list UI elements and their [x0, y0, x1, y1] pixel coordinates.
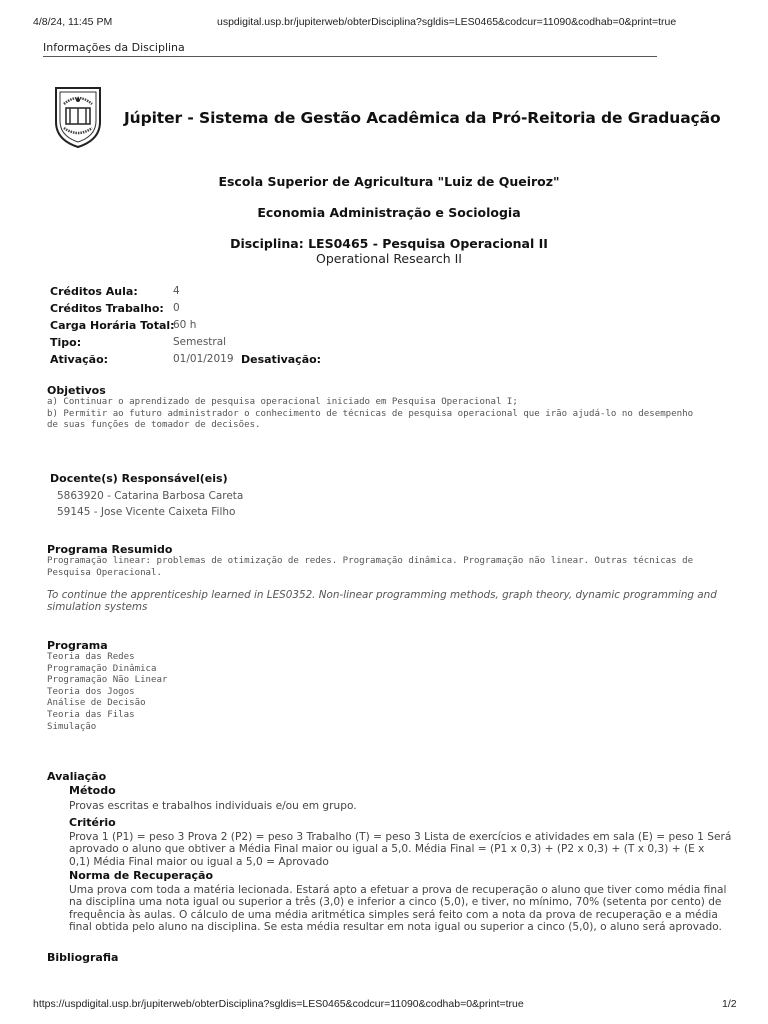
carga-horaria-label: Carga Horária Total: — [50, 319, 175, 332]
programa-list — [47, 652, 167, 733]
programa-resumido-heading: Programa Resumido — [47, 543, 173, 556]
ativacao-label: Ativação: — [50, 353, 109, 366]
desativacao-label: Desativação: — [241, 353, 322, 366]
text-line: na disciplina uma nota igual ou superior a três (3,0) e inferior a cinco (5,0), e tiver, no mínimo, 70% (setenta por cento) de — [69, 896, 722, 909]
docente-item: 59145 - Jose Vicente Caixeta Filho — [57, 506, 236, 518]
ativacao-value: 01/01/2019 — [173, 353, 234, 365]
creditos-aula-label: Créditos Aula: — [50, 285, 138, 298]
text-line: aprovado o aluno que obtiver a Média Final maior ou igual a 5,0. Média Final = (P1 x 0,3) + (P2 x 0,3) + (T x 0,3) + (E x — [69, 843, 705, 856]
text-line: Uma prova com toda a matéria lecionada. Estará apto a efetuar a prova de recuperação o aluno que tiver como média final — [69, 884, 727, 896]
text-line: final obtida pelo aluno na disciplina. Se esta média resultar em nota igual ou superior a cinco (5,0), o aluno será aprovado. — [69, 921, 722, 934]
docentes-heading: Docente(s) Responsável(eis) — [50, 472, 228, 485]
list-item: Programação Dinâmica — [47, 663, 157, 674]
list-item: Simulação — [47, 721, 97, 732]
header-divider — [43, 56, 657, 57]
creditos-trabalho-value: 0 — [173, 302, 180, 314]
list-item: Teoria das Filas — [47, 709, 135, 720]
print-page-number: 1/2 — [722, 998, 737, 1010]
list-item: Teoria dos Jogos — [47, 686, 135, 697]
print-url: uspdigital.usp.br/jupiterweb/obterDisciplina?sgldis=LES0465&codcur=11090&codhab=0&print=true — [217, 16, 677, 28]
programa-resumido-english — [47, 589, 717, 614]
carga-horaria-value: 60 h — [173, 319, 197, 331]
discipline-english-title: Operational Research II — [316, 251, 462, 266]
discipline-title: Disciplina: LES0465 - Pesquisa Operacional II — [230, 236, 548, 251]
objetivos-text — [47, 397, 693, 432]
creditos-trabalho-label: Créditos Trabalho: — [50, 302, 164, 315]
metodo-text — [69, 800, 357, 812]
text-line: b) Permitir ao futuro administrador o conhecimento de técnicas de pesquisa operacional que irão ajudá-lo no desempenho — [47, 408, 694, 419]
docente-item: 5863920 - Catarina Barbosa Careta — [57, 490, 244, 502]
text-line: Programação linear: problemas de otimização de redes. Programação dinâmica. Programação não linear. Outras técnicas de — [47, 556, 694, 566]
recuperacao-heading: Norma de Recuperação — [69, 869, 214, 882]
text-line: 0,1) Média Final maior ou igual a 5,0 = Aprovado — [69, 855, 329, 868]
print-footer-url: https://uspdigital.usp.br/jupiterweb/obterDisciplina?sgldis=LES0465&codcur=11090&codhab=0&print=true — [33, 998, 524, 1010]
programa-heading: Programa — [47, 639, 108, 652]
text-line: frequência às aulas. O cálculo de uma média aritmética simples será feito com a nota da prova de recuperação e a média — [69, 908, 718, 921]
text-line: simulation systems — [47, 601, 148, 614]
list-item: Programação Não Linear — [47, 675, 168, 686]
text-line: Prova 1 (P1) = peso 3 Prova 2 (P2) = peso 3 Trabalho (T) = peso 3 Lista de exercícios e atividades em sala (E) = peso 1 Será — [69, 831, 732, 843]
tipo-value: Semestral — [173, 336, 227, 348]
school-name: Escola Superior de Agricultura "Luiz de Queiroz" — [218, 174, 560, 189]
metodo-heading: Método — [69, 784, 116, 797]
programa-resumido-text — [47, 556, 693, 579]
text-line: de suas funções de tomador de decisões. — [47, 420, 261, 431]
text-line: Pesquisa Operacional. — [47, 567, 162, 578]
avaliacao-heading: Avaliação — [47, 770, 107, 783]
print-datetime: 4/8/24, 11:45 PM — [33, 16, 113, 28]
usp-seal-logo — [50, 84, 106, 150]
criterio-heading: Critério — [69, 816, 116, 829]
list-item: Teoria das Redes — [47, 652, 135, 662]
page-subtitle: Informações da Disciplina — [43, 41, 185, 54]
text-line: a) Continuar o aprendizado de pesquisa operacional iniciado em Pesquisa Operacional I; — [47, 397, 518, 407]
system-title: Júpiter - Sistema de Gestão Acadêmica da Pró-Reitoria de Graduação — [124, 109, 721, 127]
recuperacao-text — [69, 884, 726, 934]
bibliografia-heading: Bibliografia — [47, 951, 119, 964]
criterio-text — [69, 831, 731, 868]
text-line: Provas escritas e trabalhos individuais e/ou em grupo. — [69, 800, 357, 812]
list-item: Análise de Decisão — [47, 698, 146, 709]
text-line: To continue the apprenticeship learned in LES0352. Non-linear programming methods, graph theory, dynamic programming and — [47, 589, 717, 601]
creditos-aula-value: 4 — [173, 285, 180, 297]
department-name: Economia Administração e Sociologia — [257, 205, 521, 220]
objetivos-heading: Objetivos — [47, 384, 106, 397]
tipo-label: Tipo: — [50, 336, 82, 349]
